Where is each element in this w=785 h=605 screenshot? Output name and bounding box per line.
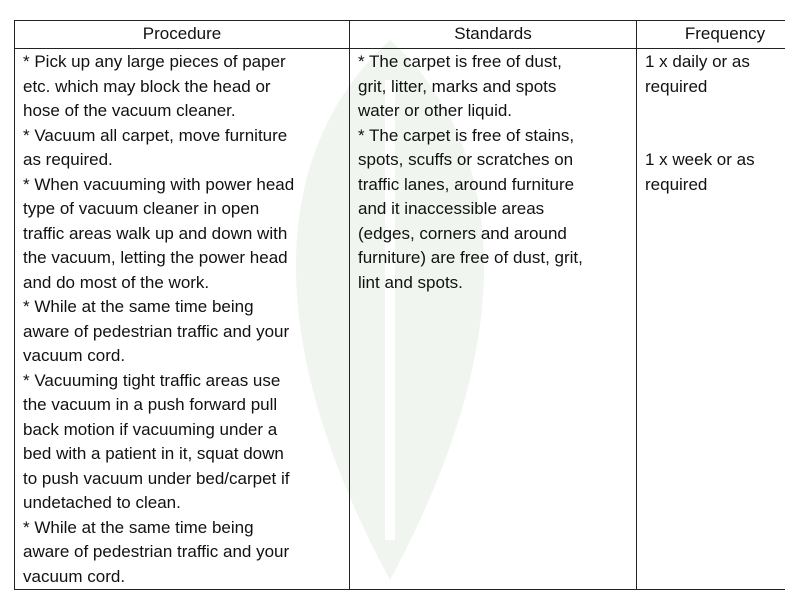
procedure-cell [15,49,350,590]
procedure-line: as required. [23,150,113,169]
standards-line: furniture) are free of dust, grit, [358,248,583,267]
header-procedure: Procedure [15,21,350,49]
header-standards: Standards [350,21,637,49]
procedure-line: hose of the vacuum cleaner. [23,101,236,120]
procedure-line: the vacuum in a push forward pull [23,395,278,414]
standards-line: grit, litter, marks and spots [358,76,557,96]
procedure-table [14,20,785,590]
table-header-row [15,21,785,49]
procedure-line: * Vacuum all carpet, move furniture [23,125,288,145]
standards-line: traffic lanes, around furniture [358,174,575,194]
frequency-line: required [645,76,708,96]
procedure-line: vacuum cord. [23,346,126,365]
frequency-line: 1 x daily or as [645,52,750,71]
procedure-line: * When vacuuming with power head [23,174,295,194]
procedure-line: vacuum cord. [23,566,126,586]
header-frequency: Frequency [637,21,785,49]
standards-line: * The carpet is free of stains, [358,125,575,145]
standards-line: lint and spots. [358,272,463,292]
procedure-line: * Pick up any large pieces of paper [23,52,286,71]
procedure-line: the vacuum, letting the power head [23,248,288,267]
standards-line: water or other liquid. [358,101,513,120]
frequency-line: required [645,174,708,194]
procedure-line: and do most of the work. [23,272,210,292]
standards-line: (edges, corners and around [358,223,567,243]
procedure-line: * While at the same time being [23,297,254,316]
procedure-line: type of vacuum cleaner in open [23,199,260,218]
procedure-line: etc. which may block the head or [23,76,271,96]
procedure-line: aware of pedestrian traffic and your [23,542,290,561]
standards-line: spots, scuffs or scratches on [358,150,574,169]
procedure-line: undetached to clean. [23,493,181,512]
procedure-line: bed with a patient in it, squat down [23,444,284,463]
frequency-cell [637,49,785,590]
frequency-spacer [645,124,785,149]
procedure-line: aware of pedestrian traffic and your [23,321,290,341]
frequency-spacer [645,99,785,124]
standards-line: * The carpet is free of dust, [358,52,562,71]
table-row [15,49,785,590]
frequency-line: 1 x week or as [645,150,755,169]
procedure-line: back motion if vacuuming under a [23,419,278,439]
procedure-line: to push vacuum under bed/carpet if [23,468,290,488]
procedure-line: * Vacuuming tight traffic areas use [23,370,281,390]
procedure-line: * While at the same time being [23,517,254,537]
standards-line: and it inaccessible areas [358,199,545,218]
procedure-line: traffic areas walk up and down with [23,223,288,243]
standards-cell [350,49,637,590]
